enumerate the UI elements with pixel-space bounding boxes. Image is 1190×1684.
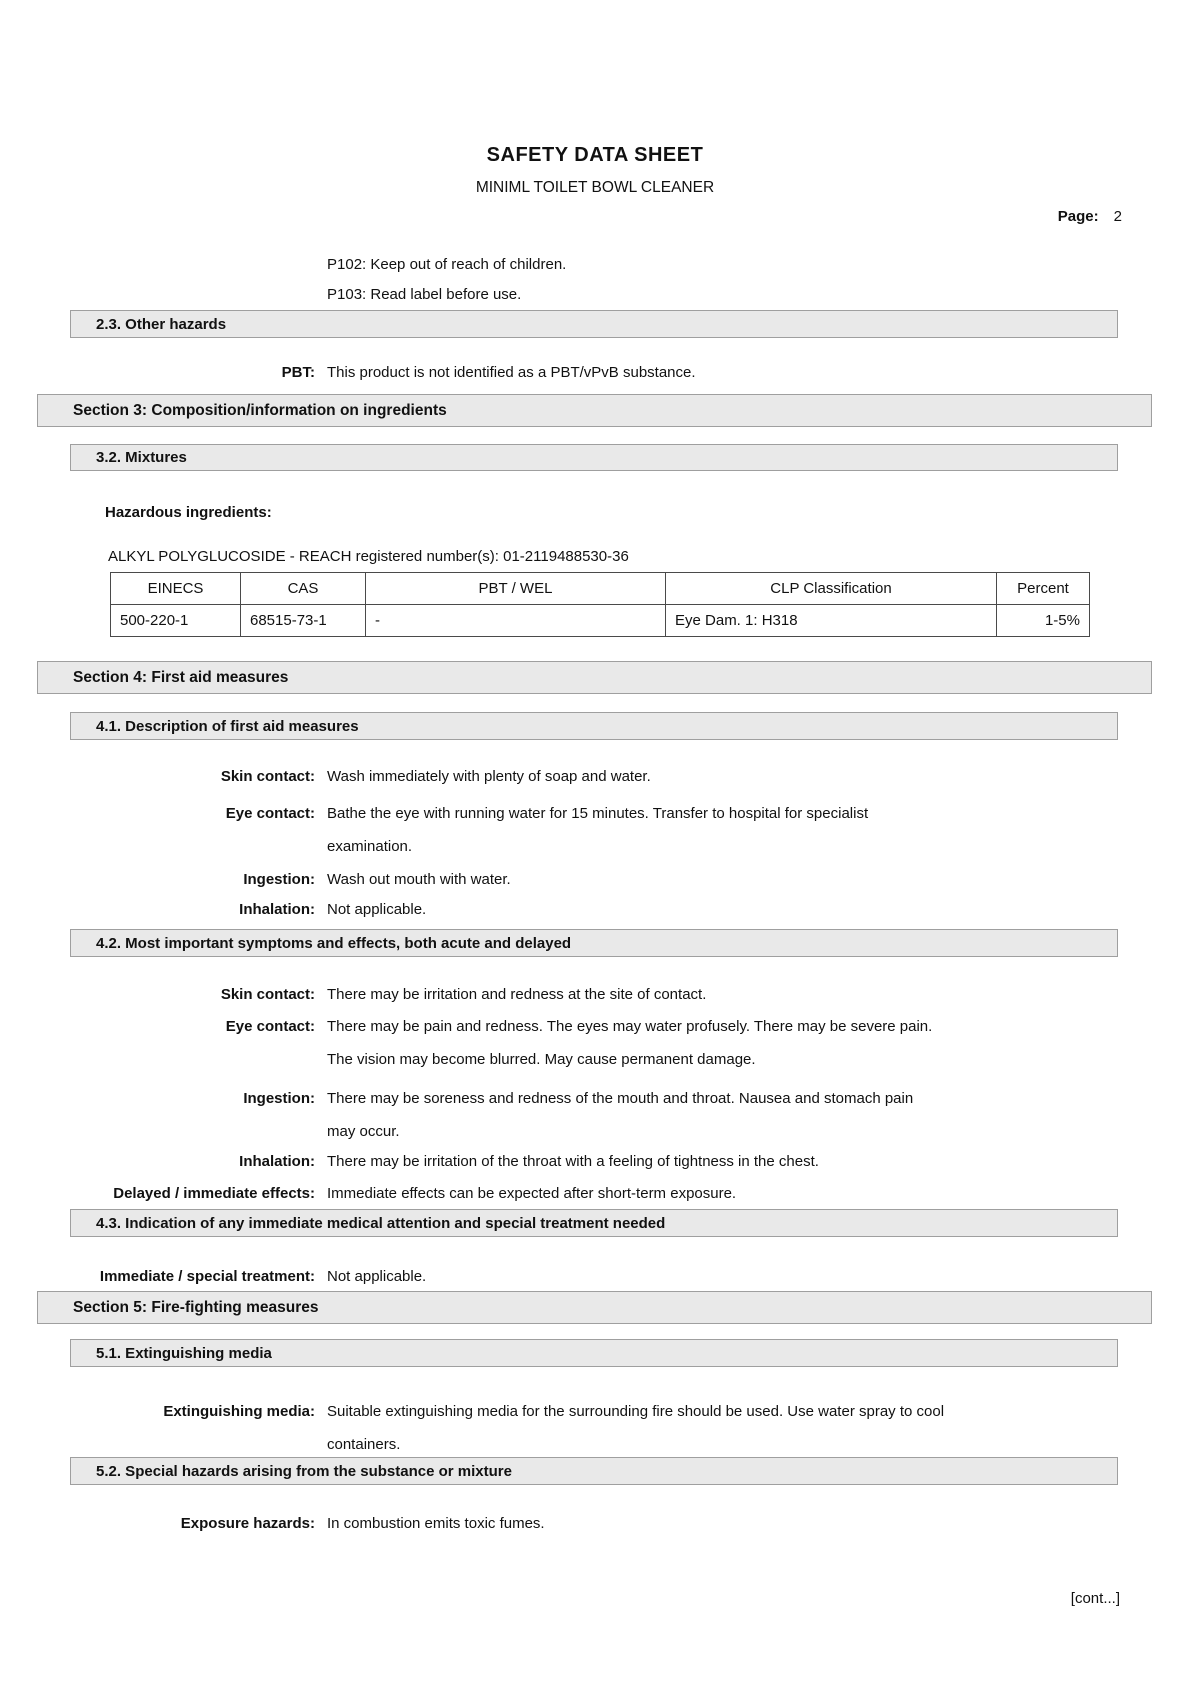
- field-value: Wash immediately with plenty of soap and water.: [327, 768, 651, 785]
- cell-einecs: 500-220-1: [111, 605, 241, 637]
- col-header-cas: CAS: [241, 573, 366, 605]
- field-value: Suitable extinguishing media for the surrounding fire should be used. Use water spray to cool containers.: [327, 1403, 945, 1453]
- field-value: There may be irritation of the throat with a feeling of tightness in the chest.: [327, 1153, 819, 1170]
- field-value: Not applicable.: [327, 901, 427, 918]
- symptoms-row-eye: [0, 1010, 1118, 1076]
- first-aid-row-skin: [0, 760, 1118, 793]
- subsection-header-label: 5.1. Extinguishing media: [96, 1344, 272, 1362]
- subsection-header-label: 4.2. Most important symptoms and effects, both acute and delayed: [96, 934, 572, 952]
- subsection-header-2-3: [70, 310, 1118, 338]
- subsection-header-3-2: [70, 444, 1118, 471]
- field-label: Inhalation:: [239, 1153, 315, 1170]
- field-value: Immediate effects can be expected after short-term exposure.: [327, 1185, 737, 1202]
- first-aid-row-eye: [0, 797, 1118, 863]
- subsection-header-label: 2.3. Other hazards: [96, 315, 227, 333]
- field-label: Extinguishing media:: [163, 1403, 315, 1420]
- page-indicator: [1058, 208, 1122, 225]
- page-number: 2: [1113, 208, 1122, 225]
- symptoms-row-inhalation: [0, 1145, 1118, 1178]
- subsection-header-label: 3.2. Mixtures: [96, 449, 187, 466]
- hazardous-ingredients-heading: Hazardous ingredients:: [105, 504, 272, 521]
- col-header-clp: CLP Classification: [666, 573, 997, 605]
- continued-note: [cont...]: [1070, 1590, 1120, 1607]
- cell-percent: 1-5%: [997, 605, 1090, 637]
- field-label: Delayed / immediate effects:: [113, 1185, 315, 1202]
- field-label: PBT:: [281, 364, 315, 381]
- substance-reach-line: ALKYL POLYGLUCOSIDE - REACH registered number(s): 01-2119488530-36: [108, 548, 629, 565]
- document-title: SAFETY DATA SHEET: [486, 144, 704, 166]
- field-label: Skin contact:: [220, 768, 315, 785]
- col-header-pbt-wel: PBT / WEL: [366, 573, 666, 605]
- section-header-3: [37, 394, 1152, 427]
- subsection-header-4-1: [70, 712, 1118, 740]
- section-header-label: Section 4: First aid measures: [73, 668, 289, 686]
- subsection-header-4-3: [70, 1209, 1118, 1237]
- field-label: Eye contact:: [225, 805, 315, 822]
- field-value: There may be soreness and redness of the mouth and throat. Nausea and stomach pain may occur.: [327, 1090, 914, 1140]
- field-value: Wash out mouth with water.: [327, 871, 511, 888]
- symptoms-row-delayed: [0, 1177, 1118, 1210]
- subsection-header-label: 4.3. Indication of any immediate medical attention and special treatment needed: [96, 1214, 666, 1232]
- col-header-einecs: EINECS: [111, 573, 241, 605]
- field-value: There may be pain and redness. The eyes may water profusely. There may be severe pain. The vision may become blurred. May cause permanent damage.: [327, 1018, 933, 1068]
- field-label: Exposure hazards:: [180, 1515, 315, 1532]
- table-header-row: [111, 573, 1090, 605]
- cell-clp: Eye Dam. 1: H318: [666, 605, 997, 637]
- subsection-header-4-2: [70, 929, 1118, 957]
- precaution-p103: P103: Read label before use.: [327, 286, 522, 303]
- precautionary-statements: [327, 250, 566, 310]
- section-header-label: Section 5: Fire-fighting measures: [73, 1298, 319, 1316]
- subsection-header-5-1: [70, 1339, 1118, 1367]
- ingredients-table: [110, 572, 1090, 637]
- symptoms-row-skin: [0, 978, 1118, 1011]
- precaution-p102: P102: Keep out of reach of children.: [327, 256, 567, 273]
- field-label: Eye contact:: [225, 1018, 315, 1035]
- col-header-percent: Percent: [997, 573, 1090, 605]
- field-label: Inhalation:: [239, 901, 315, 918]
- first-aid-row-inhalation: [0, 893, 1118, 926]
- immediate-treatment-row: [0, 1260, 1118, 1293]
- extinguishing-media-row: [0, 1395, 1118, 1461]
- section-header-5: [37, 1291, 1152, 1324]
- subsection-header-label: 4.1. Description of first aid measures: [96, 717, 359, 735]
- product-name: MINIML TOILET BOWL CLEANER: [475, 179, 715, 196]
- field-value: Not applicable.: [327, 1268, 427, 1285]
- field-label: Ingestion:: [243, 1090, 315, 1107]
- table-row: [111, 605, 1090, 637]
- field-label: Ingestion:: [243, 871, 315, 888]
- field-value: In combustion emits toxic fumes.: [327, 1515, 545, 1532]
- field-label: Skin contact:: [220, 986, 315, 1003]
- first-aid-row-ingestion: [0, 863, 1118, 896]
- cell-pbt-wel: -: [366, 605, 666, 637]
- symptoms-row-ingestion: [0, 1082, 1118, 1148]
- field-value: There may be irritation and redness at the site of contact.: [327, 986, 707, 1003]
- field-label: Immediate / special treatment:: [99, 1268, 315, 1285]
- cell-cas: 68515-73-1: [241, 605, 366, 637]
- field-value: Bathe the eye with running water for 15 minutes. Transfer to hospital for specialist examination.: [327, 805, 869, 855]
- subsection-header-label: 5.2. Special hazards arising from the substance or mixture: [96, 1462, 512, 1480]
- subsection-header-5-2: [70, 1457, 1118, 1485]
- pbt-row: [0, 356, 1118, 389]
- page-label: Page:: [1057, 208, 1099, 225]
- field-value: This product is not identified as a PBT/vPvB substance.: [327, 364, 696, 381]
- exposure-hazards-row: [0, 1507, 1118, 1540]
- section-header-4: [37, 661, 1152, 694]
- section-header-label: Section 3: Composition/information on ingredients: [73, 401, 447, 419]
